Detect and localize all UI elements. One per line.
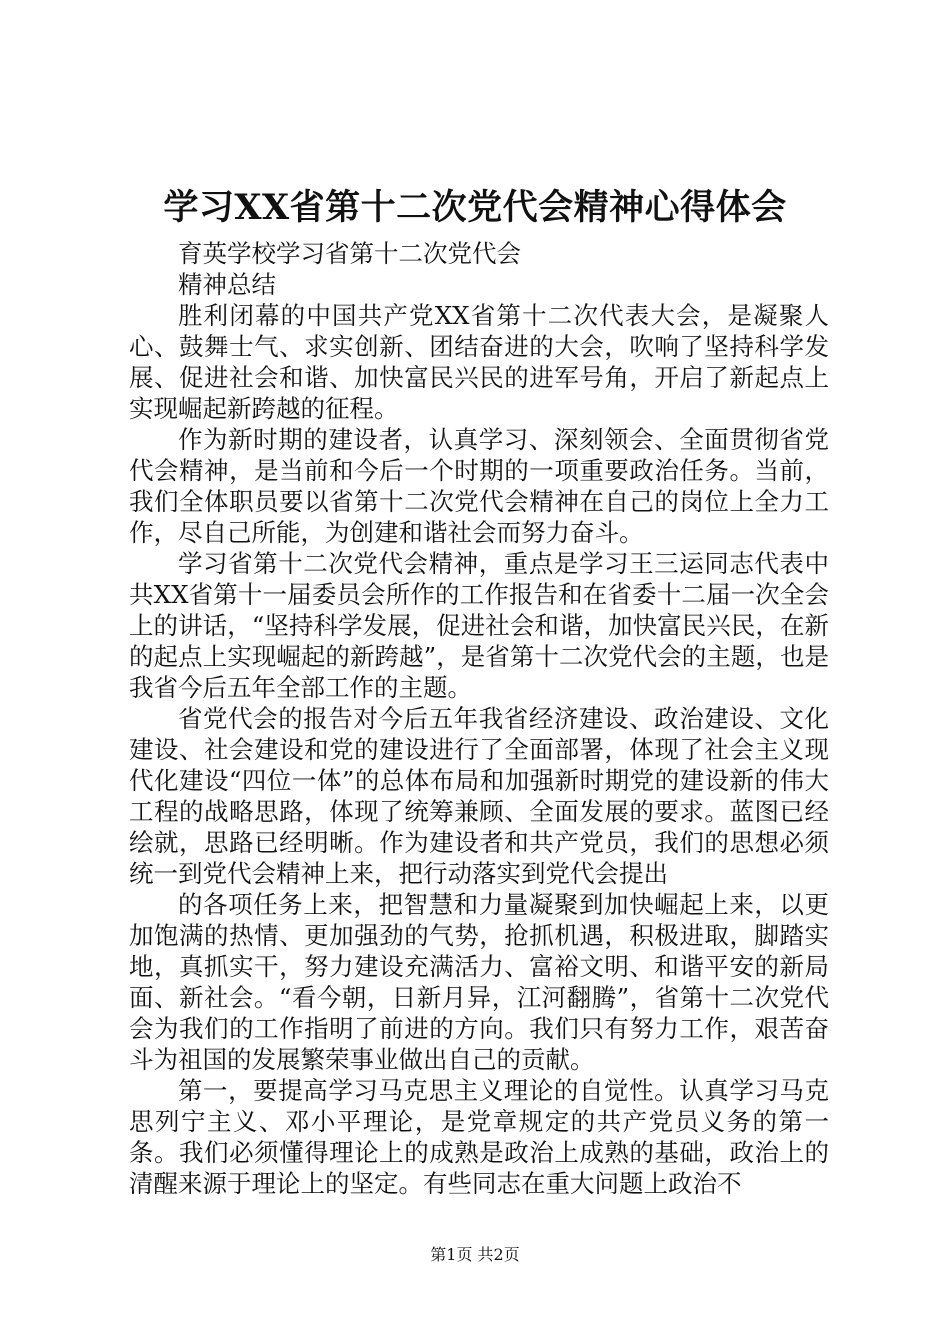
page-footer (0, 1244, 950, 1266)
subtitle-line: 育英学校学习省第十二次党代会 (178, 239, 521, 268)
paragraph: 的各项任务上来，把智慧和力量凝聚到加快崛起上来，以更加饱满的热情、更加强劲的气势，抢抓机遇，积极进取，脚踏实地，真抓实干，努力建设充满活力、富裕文明、和谐平安的新局面、新社会。“看今朝，日新月异，江河翻腾”，省第十二次党代会为我们的工作指明了前进的方向。我们只有努力工作，艰苦奋斗为祖国的发展繁荣事业做出自己的贡献。 (129, 890, 829, 1074)
paragraph: 第一，要提高学习马克思主义理论的自觉性。认真学习马克思列宁主义、邓小平理论，是党章规定的共产党员义务的第一条。我们必须懂得理论上的成熟是政治上成熟的基础，政治上的清醒来源于理论上的坚定。有些同志在重大问题上政治不 (129, 1076, 829, 1198)
document-title: 学习XX省第十二次党代会精神心得体会 (163, 187, 787, 228)
subtitle-line: 精神总结 (178, 270, 276, 299)
page-indicator: 第1页 共2页 (430, 1245, 520, 1264)
paragraph: 胜利闭幕的中国共产党XX省第十二次代表大会，是凝聚人心、鼓舞士气、求实创新、团结奋进的大会，吹响了坚持科学发展、促进社会和谐、加快富民兴民的进军号角，开启了新起点上实现崛起新跨越的征程。 (129, 301, 829, 423)
document-body (129, 238, 829, 1199)
paragraph: 学习省第十二次党代会精神，重点是学习王三运同志代表中共XX省第十一届委员会所作的工作报告和在省委十二届一次全会上的讲话，“坚持科学发展，促进社会和谐，加快富民兴民，在新的起点上实现崛起的新跨越”，是省第十二次党代会的主题，也是我省今后五年全部工作的主题。 (129, 549, 829, 702)
paragraph: 作为新时期的建设者，认真学习、深刻领会、全面贯彻省党代会精神，是当前和今后一个时期的一项重要政治任务。当前，我们全体职员要以省第十二次党代会精神在自己的岗位上全力工作，尽自己所能，为创建和谐社会而努力奋斗。 (129, 425, 829, 547)
paragraph: 省党代会的报告对今后五年我省经济建设、政治建设、文化建设、社会建设和党的建设进行了全面部署，体现了社会主义现代化建设“四位一体”的总体布局和加强新时期党的建设新的伟大工程的战略思路，体现了统筹兼顾、全面发展的要求。蓝图已经绘就，思路已经明晰。作为建设者和共产党员，我们的思想必须统一到党代会精神上来，把行动落实到党代会提出 (129, 704, 829, 888)
